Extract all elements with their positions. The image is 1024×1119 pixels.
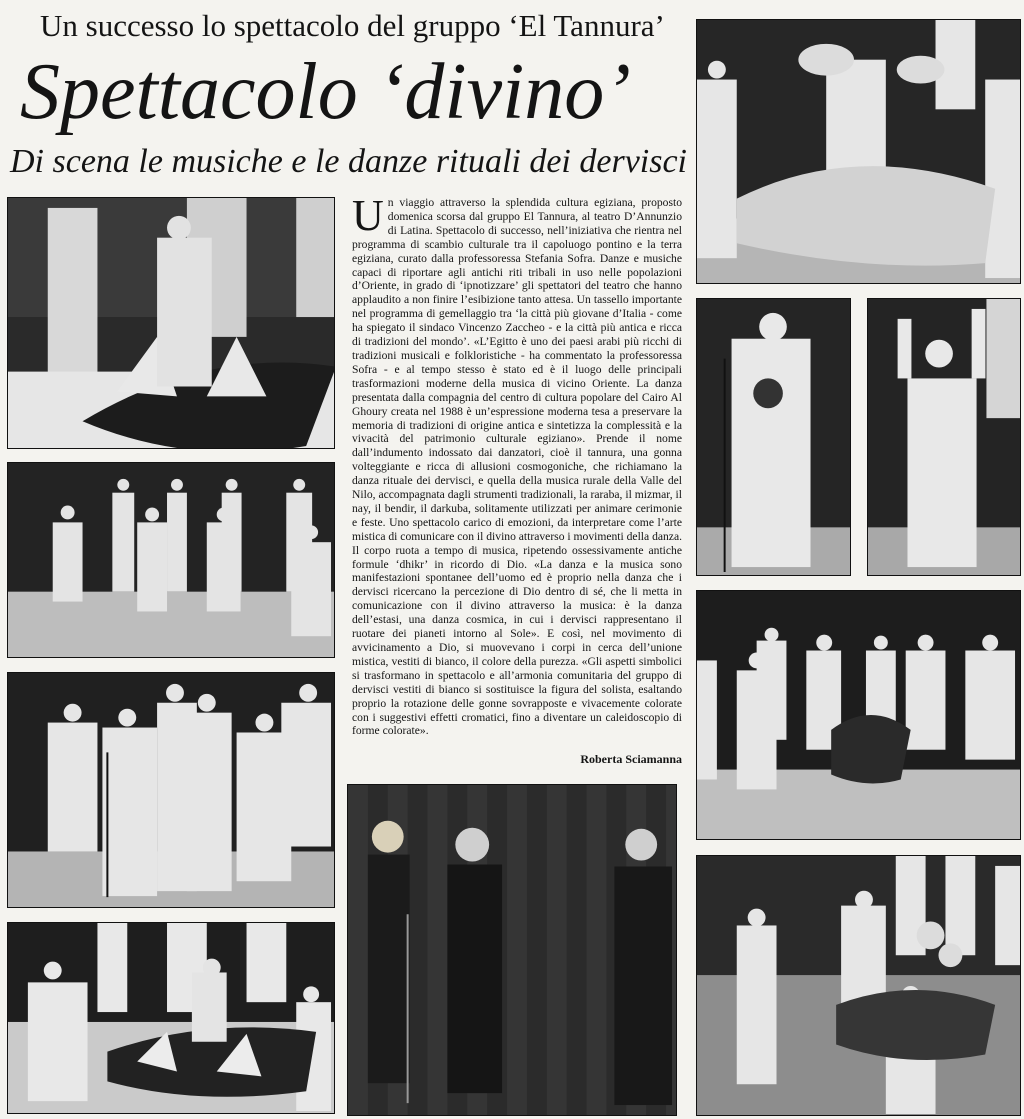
- article-text: n viaggio attraverso la splendida cultura egiziana, proposto domenica scorsa dal gruppo El Tannura, al teatro D’Annunzio di Latina. Spettacolo di successo, nell’iniziativa che rientra nel programma di scambio culturale tra il capoluogo pontino e la terra egiziana, curato dalla professoressa Stefania Sofra. Danze e musiche capaci di riportare agli antichi riti tribali in uso nelle popolazioni d’Oriente, in grado di ‘ipnotizzare’ gli spettatori del teatro che hanno applaudito a non finire l’esibizione tanto attesa. Un tassello importante nel programma di gemellaggio tra ‘la città più giovane d’Italia - come ha spiegato il sindaco Vincenzo Zaccheo - e la città più antica e ricca di tradizioni del mondo’. «L’Egitto è uno dei paesi arabi più ricchi di tradizioni musicali e folkloristiche - ha commentato la professoressa Sofra - e al tempo stesso è stato ed è il luogo delle principali trasformazioni moderne della musica di vicino Oriente. La danza presentata dalla compagnia del centro di cultura popolare del Cairo Al Ghoury creata nel 1988 è un’espressione moderna tesa a preservare la memoria di tradizioni di origine antica e sintetizza la complessità e la vivacità del patrimonio culturale egiziano». Prende il nome dall’indumento indossato dai danzatori, cioè il tannura, una gonna volteggiante e ricca di allusioni cosmogoniche, che richiamano la danza rituale dei dervisci, e quella della musica rurale della Valle del Nilo, accompagnata dagli strumenti tradizionali, la raraba, il mizmar, il nay, il bendir, il darkuba, solitamente utilizzati per animare cerimonie e feste. Uno spettacolo carico di emozioni, da interpretare come l’arte mistica di comunicare con il divino attraverso i movimenti della danza. Il corpo ruota a tempo di musica, ripetendo ossessivamente antiche formule ‘dhikr’ in ricordo di Dio. «La danza e la musica sono manifestazioni spontanee dell’uomo ed è proprio nella danza che i dervisci ricercano la percezione di Dio dentro di sé, che li metta in comunicazione con il divino attraverso la musica: è la danza dell’estasi, una danza cosmica, in cui i dervisci rappresentano il ruotare dei pianeti intorno al Sole». E così, nel movimento di avvicinamento a Dio, si muovevano i corpi in cerca dell’unione mistica, vestiti di bianco, il colore della purezza. «Gli aspetti simbolici si trasformano in spettacolo e all’armonia comunitaria del gruppo di dervisci vestiti di bianco si sostituisce la figura del solista, esaltando proprio la rotazione delle gonne sovrapposte e vivacemente colorate con i suggestivi effetti cromatici, fino a diventare un caleidoscopio di forme colorate».: [352, 196, 682, 738]
- photo-dervish-tambourines: [696, 19, 1021, 284]
- photo-image: [697, 591, 1020, 839]
- photo-image: [868, 299, 1020, 575]
- deck: Di scena le musiche e le danze rituali dei dervisci: [10, 143, 687, 180]
- article-body: [352, 191, 682, 738]
- photo-image: [8, 673, 334, 907]
- photo-image: [697, 856, 1020, 1115]
- kicker: Un successo lo spettacolo del gruppo ‘El Tannura’: [40, 8, 665, 43]
- photo-troupe-stage: [7, 462, 335, 658]
- photo-officials-podium: [347, 784, 677, 1116]
- photo-drummer-solo: [696, 298, 851, 576]
- photo-whirling-group: [696, 855, 1021, 1116]
- photo-image: [697, 20, 1020, 283]
- photo-dervish-spinning: [7, 922, 335, 1114]
- photo-ensemble-performance: [696, 590, 1021, 840]
- photo-image: [8, 198, 334, 448]
- photo-image: [8, 923, 334, 1113]
- photo-image: [8, 463, 334, 657]
- photo-image: [348, 785, 676, 1115]
- photo-musicians-drums: [7, 672, 335, 908]
- byline: Roberta Sciamanna: [580, 752, 682, 766]
- photo-dervish-raised-arms: [867, 298, 1021, 576]
- photo-whirling-dervish-solo: [7, 197, 335, 449]
- drop-cap: U: [352, 191, 384, 240]
- photo-image: [697, 299, 850, 575]
- headline: Spettacolo ‘divino’: [20, 48, 631, 136]
